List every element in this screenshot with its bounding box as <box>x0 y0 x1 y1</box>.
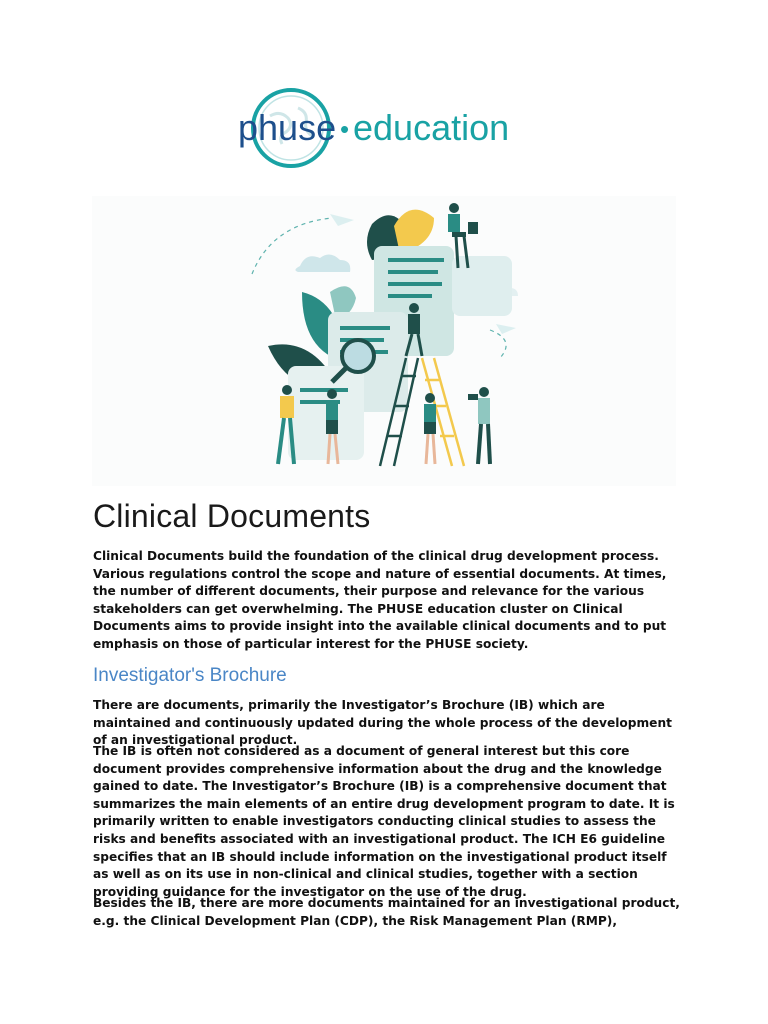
illustration-graphic <box>92 196 676 486</box>
page-title: Clinical Documents <box>93 498 371 534</box>
section-paragraph: There are documents, primarily the Investigator’s Brochure (IB) which are maintained and continuously updated during the whole process of the development of an investigational product. <box>93 698 672 748</box>
logo-separator: • <box>340 114 350 144</box>
phuse-education-logo <box>236 86 536 170</box>
section-paragraph: Besides the IB, there are more documents maintained for an investigational product, e.g. the Clinical Development Plan (CDP), the Risk Management Plan (RMP), <box>93 896 680 928</box>
intro-paragraph: Clinical Documents build the foundation of the clinical drug development process. Various regulations control the scope and nature of essential documents. At times, the number of different documents, their purpose and relevance for the various stakeholders can get overwhelming. The PHUSE education cluster on Clinical Documents aims to provide insight into the available clinical documents and to put emphasis on those of particular interest for the PHUSE society. <box>93 549 667 651</box>
section-paragraph: The IB is often not considered as a document of general interest but this core document provides comprehensive information about the drug and the knowledge gained to date. The Investigator’s Brochure (IB) is a comprehensive document that summarizes the main elements of an entire drug development program to date. It is primarily written to enable investigators conducting clinical studies to assess the risks and benefits associated with an investigational product. The ICH E6 guideline specifies that an IB should include information on the investigational product itself as well as on its use in non-clinical and clinical studies, together with a section providing guidance for the investigator on the use of the drug. <box>93 744 675 899</box>
section-heading-investigators-brochure: Investigator's Brochure <box>93 665 287 686</box>
logo-text-education: education <box>353 107 510 148</box>
clinical-documents-illustration <box>92 196 676 486</box>
logo-text-phuse: phuse <box>238 107 337 148</box>
logo-graphic <box>236 86 536 170</box>
